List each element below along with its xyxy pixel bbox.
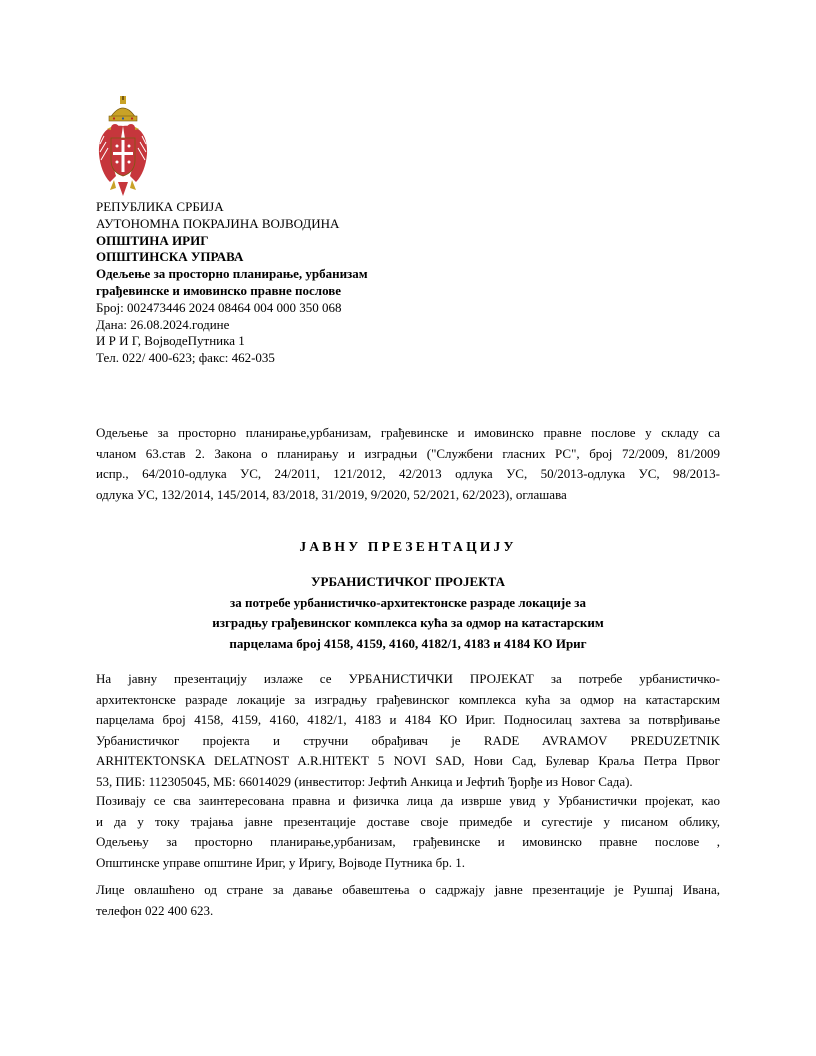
header-province: АУТОНОМНА ПОКРАЈИНА ВОЈВОДИНА: [96, 215, 340, 231]
body-line: ARHITEKTONSKA DELATNOST A.R.HITEKT 5 NOVI SAD, Нови Сад, Булевар Краља Петра Првог: [96, 753, 720, 769]
subtitle-block: [96, 572, 720, 654]
body-line: Лице овлашћено од стране за давање обавештења о садржају јавне презентације је Рушпај Ивана,: [96, 882, 720, 897]
document-header: [96, 199, 368, 367]
header-country: РЕПУБЛИКА СРБИЈА: [96, 199, 224, 214]
header-municipality: ОПШТИНА ИРИГ: [96, 232, 209, 248]
body-paragraph-1: [96, 669, 720, 793]
body-line: архитектонске разраде локације за изградњу грађевинског комплекса кућа за одмор на катастарским: [96, 691, 720, 707]
serbia-coat-of-arms-emblem: [96, 96, 150, 200]
intro-line: Одељење за просторно планирање,урбанизам, грађевинске и имовинско правне послове у складу са: [96, 425, 720, 440]
body-line: Позивају се сва заинтересована правна и физичка лица да изврше увид у Урбанистички пројекат, као: [96, 793, 720, 808]
intro-paragraph: [96, 423, 720, 505]
intro-line: испр., 64/2010-одлука УС, 24/2011, 121/2012, 42/2013 одлука УС, 50/2013-одлука УС, 98/2013-: [96, 466, 720, 482]
subtitle-line: парцелама број 4158, 4159, 4160, 4182/1, 4183 и 4184 КО Ириг: [229, 635, 587, 651]
header-department-line2: грађевинске и имовинско правне послове: [96, 282, 342, 298]
body-line: телефон 022 400 623.: [96, 902, 214, 918]
page-title: ЈАВНУ ПРЕЗЕНТАЦИЈУ: [299, 539, 517, 554]
subtitle-line: УРБАНИСТИЧКОГ ПРОЈЕКТА: [310, 574, 506, 589]
intro-line: чланом 63.став 2. Закона о планирању и изградњи ("Службени гласних РС", број 72/2009, 81/2009: [96, 445, 720, 461]
header-administration: ОПШТИНСКА УПРАВА: [96, 249, 244, 265]
header-date: Дана: 26.08.2024.године: [96, 316, 230, 332]
header-document-number: Број: 002473446 2024 08464 004 000 350 068: [96, 299, 342, 315]
body-paragraph-3: [96, 880, 720, 921]
body-line: Урбанистичког пројекта и стручни обрађивач је RADE AVRAMOV PREDUZETNIK: [96, 732, 720, 748]
header-phone: Тел. 022/ 400-623; факс: 462-035: [96, 350, 275, 366]
body-line: Општинске управе општине Ириг, у Иригу, Војводе Путника бр. 1.: [96, 854, 466, 870]
body-line: На јавну презентацију излаже се УРБАНИСТИЧКИ ПРОЈЕКАТ за потребе урбанистичко-: [96, 671, 720, 686]
body-line: 53, ПИБ: 112305045, МБ: 66014029 (инвеститор: Јефтић Анкица и Јефтић Ђорђе из Новог Сада).: [96, 773, 633, 789]
subtitle-line: изградњу грађевинског комплекса кућа за одмор на катастарским: [212, 615, 604, 630]
body-line: парцелама број 4158, 4159, 4160, 4182/1, 4183 и 4184 КО Ириг. Подносилац захтева за потврђивање: [96, 712, 720, 728]
body-paragraph-2: [96, 791, 720, 873]
body-line: и да у току трајања јавне презентације доставе своје примедбе и сугестије у писаном облику,: [96, 813, 720, 829]
intro-line: одлука УС, 132/2014, 145/2014, 83/2018, 31/2019, 9/2020, 52/2021, 62/2023), оглашава: [96, 486, 567, 502]
body-line: Одељењу за просторно планирање,урбанизам, грађевинске и имовинско правне послове ,: [96, 834, 720, 850]
subtitle-line: за потребе урбанистичко-архитектонске разраде локације за: [230, 594, 586, 610]
header-department-line1: Одељење за просторно планирање, урбанизам: [96, 266, 368, 282]
header-address: И Р И Г, ВојводеПутника 1: [96, 333, 245, 349]
